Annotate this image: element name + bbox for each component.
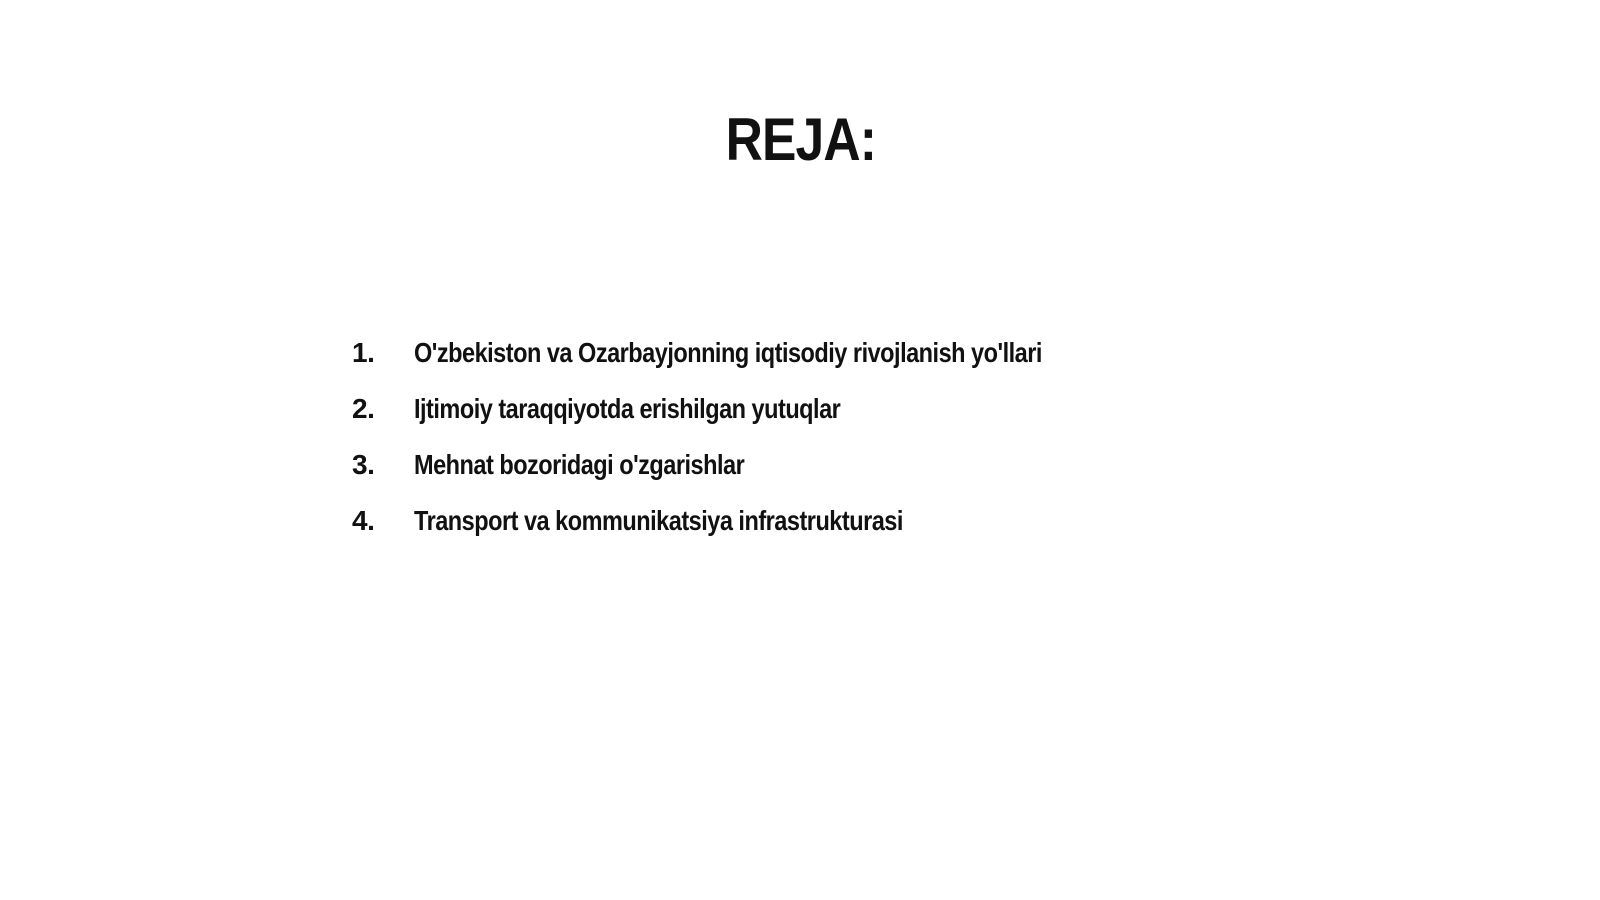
plan-item-2 xyxy=(352,381,1352,437)
plan-item-3 xyxy=(352,437,1352,493)
plan-item-number: 2. xyxy=(352,393,375,424)
plan-item-text: O'zbekiston va Ozarbayjonning iqtisodiy rivojlanish yo'llari xyxy=(414,337,1042,368)
plan-item-1 xyxy=(352,325,1352,381)
plan-item-number: 4. xyxy=(352,505,375,536)
plan-list xyxy=(352,325,1352,549)
plan-item-text: Ijtimoiy taraqqiyotda erishilgan yutuqlar xyxy=(414,393,841,424)
plan-item-number: 3. xyxy=(352,449,375,480)
plan-item-number: 1. xyxy=(352,337,375,368)
plan-item-4 xyxy=(352,493,1352,549)
plan-item-text: Transport va kommunikatsiya infrastrukturasi xyxy=(414,505,903,536)
slide-title: REJA: xyxy=(725,106,877,173)
plan-item-text: Mehnat bozoridagi o'zgarishlar xyxy=(414,449,745,480)
